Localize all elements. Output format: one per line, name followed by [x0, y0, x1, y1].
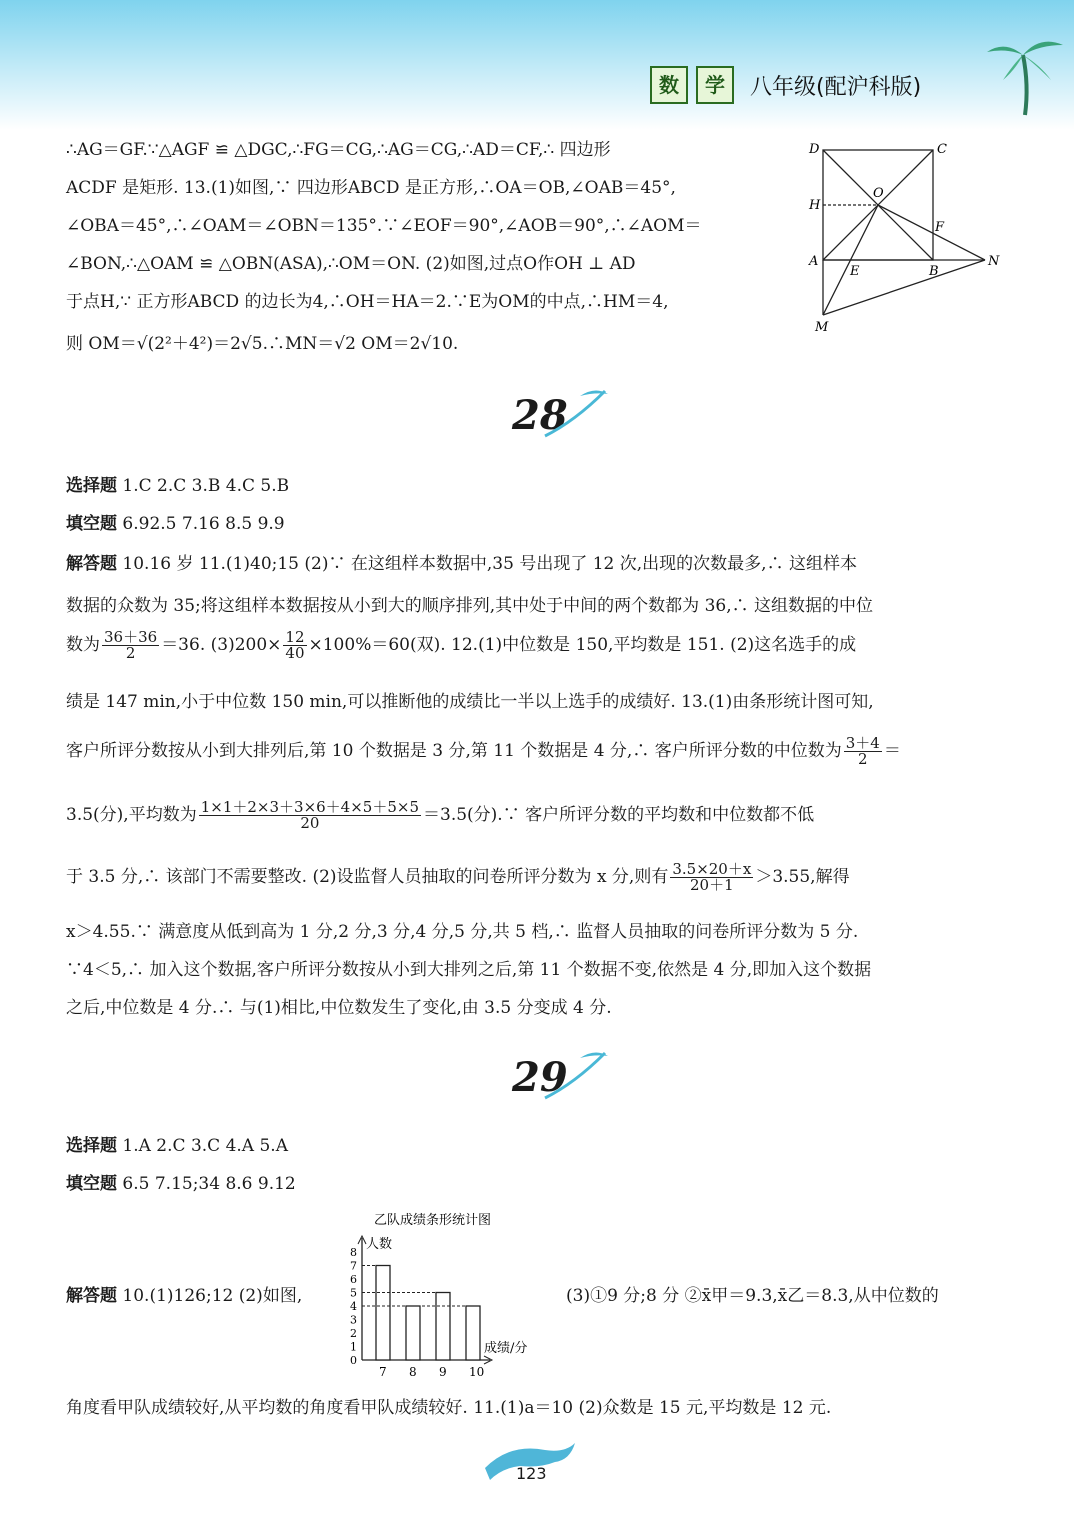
- y-tick-label: 7: [350, 1259, 357, 1273]
- chart-xlabel: 成绩/分: [484, 1341, 528, 1356]
- bar: [376, 1266, 390, 1361]
- text: ＝: [883, 741, 901, 761]
- sec28-answer-line-7: [66, 862, 850, 893]
- palm-tree-icon: [985, 30, 1065, 120]
- sec28-answer-line-9: ∵4＜5,∴ 加入这个数据,客户所评分数按从小到大排列之后,第 11 个数据不变,依然是 4 分,即加入这个数据: [66, 960, 872, 980]
- fraction: [844, 736, 882, 767]
- choice-answers: 1.A 2.C 3.C 4.A 5.A: [122, 1136, 288, 1156]
- y-tick-label: 3: [350, 1313, 357, 1327]
- label-A: A: [809, 254, 819, 269]
- sec29-answer-line-2: 角度看甲队成绩较好,从平均数的角度看甲队成绩较好. 11.(1)a＝10 (2)众数是 15 元,平均数是 12 元.: [66, 1398, 832, 1418]
- sec28-answer-line-4: 绩是 147 min,小于中位数 150 min,可以推断他的成绩比一半以上选手的成绩好. 13.(1)由条形统计图可知,: [66, 692, 874, 712]
- grade-label: 八年级(配沪科版): [750, 74, 922, 100]
- sec28-answer-line-10: 之后,中位数是 4 分.∴ 与(1)相比,中位数发生了变化,由 3.5 分变成 4 分.: [66, 998, 612, 1018]
- geometry-figure: [805, 135, 1005, 340]
- choice-answers: 1.C 2.C 3.B 4.C 5.B: [122, 476, 290, 496]
- numerator: 12: [285, 628, 305, 646]
- denominator: 20＋1: [690, 876, 734, 894]
- choice-label: 选择题: [66, 476, 117, 496]
- sec28-answer-line-5: [66, 736, 901, 767]
- numerator: 36＋36: [104, 628, 158, 646]
- y-tick-label: 8: [350, 1246, 357, 1259]
- answer-label: 解答题: [66, 1286, 117, 1306]
- bar-chart: [340, 1208, 550, 1388]
- sec29-answer-line-1a: [66, 1288, 302, 1305]
- x-tick-label: 10: [469, 1365, 485, 1379]
- sec28-answer-line-1: [66, 556, 857, 573]
- denominator: 20: [300, 814, 320, 832]
- section-wave-icon: [540, 386, 610, 446]
- answer-text: 10.16 岁 11.(1)40;15 (2)∵ 在这组样本数据中,35 号出现了 12 次,出现的次数最多,∴ 这组样本: [122, 554, 857, 574]
- numerator: 3＋4: [845, 734, 880, 752]
- label-D: D: [809, 142, 820, 157]
- subject-char-2: 学: [696, 66, 734, 104]
- prev-line-5: 于点H,∵ 正方形ABCD 的边长为4,∴OH＝HA＝2.∵E为OM的中点,∴HM＝4,: [66, 292, 669, 312]
- text: ＝36. (3)200×: [161, 635, 282, 655]
- prev-line-6: 则 OM＝√(2²＋4²)＝2√5.∴MN＝√2 OM＝2√10.: [66, 334, 459, 354]
- label-N: N: [988, 254, 1000, 269]
- chart-ylabel: 人数: [366, 1237, 393, 1252]
- header-banner: [0, 0, 1074, 130]
- sec28-answer-line-8: x＞4.55.∵ 满意度从低到高为 1 分,2 分,3 分,4 分,5 分,共 5 档,∴ 监督人员抽取的问卷所评分数为 5 分.: [66, 922, 859, 942]
- label-H: H: [809, 198, 821, 213]
- fraction: [199, 800, 421, 831]
- label-F: F: [935, 220, 945, 235]
- answer-label: 解答题: [66, 554, 117, 574]
- text: 于 3.5 分,∴ 该部门不需要整改. (2)设监督人员抽取的问卷所评分数为 x 分,则有: [66, 867, 669, 887]
- text: ＞3.55,解得: [755, 867, 850, 887]
- chart-title: 乙队成绩条形统计图: [374, 1213, 492, 1228]
- text: 客户所评分数按从小到大排列后,第 10 个数据是 3 分,第 11 个数据是 4 分,∴ 客户所评分数的中位数为: [66, 741, 842, 761]
- bar: [466, 1306, 480, 1360]
- fill-answers: 6.92.5 7.16 8.5 9.9: [122, 514, 285, 534]
- prev-line-2: ACDF 是矩形. 13.(1)如图,∵ 四边形ABCD 是正方形,∴OA＝OB,∠OAB＝45°,: [66, 178, 676, 198]
- x-tick-label: 9: [439, 1365, 447, 1379]
- fraction: [283, 630, 306, 661]
- section-wave-icon: [540, 1048, 610, 1108]
- fill-answers: 6.5 7.15;34 8.6 9.12: [122, 1174, 296, 1194]
- numerator: 3.5×20＋x: [672, 860, 752, 878]
- label-C: C: [937, 142, 947, 157]
- y-tick-label: 6: [350, 1273, 357, 1286]
- sec29-answer-line-1b: (3)①9 分;8 分 ②x̄甲＝9.3,x̄乙＝8.3,从中位数的: [566, 1286, 939, 1306]
- text: 3.5(分),平均数为: [66, 805, 197, 825]
- sec28-fill-row: [66, 516, 285, 533]
- fraction: [102, 630, 159, 661]
- prev-line-1: ∴AG＝GF.∵△AGF ≌ △DGC,∴FG＝CG,∴AG＝CG,∴AD＝CF,∴ 四边形: [66, 140, 611, 160]
- label-E: E: [850, 264, 860, 279]
- label-B: B: [929, 264, 939, 279]
- text: 数为: [66, 635, 100, 655]
- sec28-choice-row: [66, 478, 289, 495]
- label-O: O: [873, 186, 884, 201]
- sec28-answer-line-3: [66, 630, 856, 661]
- fill-label: 填空题: [66, 1174, 117, 1194]
- y-tick-label: 1: [350, 1340, 357, 1354]
- sec28-answer-line-6: [66, 800, 814, 831]
- denominator: 2: [858, 750, 868, 768]
- sec29-choice-row: [66, 1138, 288, 1155]
- x-tick-label: 8: [409, 1365, 417, 1379]
- numerator: 1×1＋2×3＋3×6＋4×5＋5×5: [200, 798, 419, 816]
- sec28-answer-line-2: 数据的众数为 35;将这组样本数据按从小到大的顺序排列,其中处于中间的两个数都为 36,∴ 这组数据的中位: [66, 596, 874, 616]
- page-number: 123: [516, 1464, 547, 1483]
- bar: [406, 1306, 420, 1360]
- y-tick-label: 5: [350, 1286, 357, 1300]
- text: ×100%＝60(双). 12.(1)中位数是 150,平均数是 151. (2)这名选手的成: [308, 635, 857, 655]
- fraction: [670, 862, 753, 893]
- text: ＝3.5(分).∵ 客户所评分数的平均数和中位数都不低: [423, 805, 815, 825]
- y-tick-label: 2: [350, 1327, 357, 1340]
- y-tick-label: 4: [350, 1300, 357, 1313]
- label-M: M: [815, 320, 829, 335]
- section-number-28: 28: [512, 392, 568, 439]
- denominator: 2: [125, 644, 136, 662]
- y-tick-label: 0: [350, 1354, 357, 1367]
- bar: [436, 1293, 450, 1361]
- denominator: 40: [285, 644, 305, 662]
- answer-text: 10.(1)126;12 (2)如图,: [122, 1286, 303, 1306]
- fill-label: 填空题: [66, 514, 117, 534]
- section-number-29: 29: [512, 1054, 568, 1101]
- header-title: [650, 66, 921, 104]
- choice-label: 选择题: [66, 1136, 117, 1156]
- prev-line-4: ∠BON,∴△OAM ≌ △OBN(ASA),∴OM＝ON. (2)如图,过点O作OH ⊥ AD: [66, 254, 636, 274]
- prev-line-3: ∠OBA＝45°,∴∠OAM＝∠OBN＝135°.∵∠EOF＝90°,∠AOB＝90°,∴∠AOM＝: [66, 216, 702, 236]
- sec29-fill-row: [66, 1176, 296, 1193]
- subject-char-1: 数: [650, 66, 688, 104]
- x-tick-label: 7: [379, 1365, 387, 1379]
